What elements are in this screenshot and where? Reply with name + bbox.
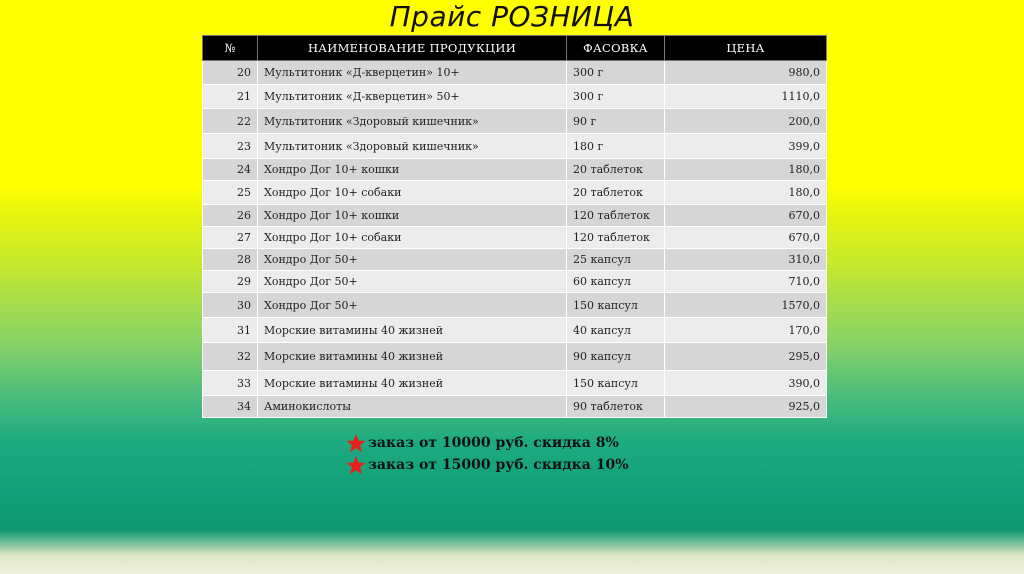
row-product-name: Хондро Дог 10+ собаки <box>258 227 567 249</box>
row-product-name: Мультитоник «Д-кверцетин» 10+ <box>258 61 567 85</box>
table-header-row <box>203 36 827 61</box>
row-packaging: 40 капсул <box>567 318 665 343</box>
row-number: 30 <box>203 293 258 318</box>
row-price: 399,0 <box>665 134 827 159</box>
row-number: 26 <box>203 205 258 227</box>
row-price: 1110,0 <box>665 85 827 109</box>
table-row <box>203 109 827 134</box>
row-price: 925,0 <box>665 396 827 418</box>
row-number: 27 <box>203 227 258 249</box>
table-row <box>203 159 827 181</box>
star-icon <box>346 434 368 453</box>
row-packaging: 25 капсул <box>567 249 665 271</box>
star-icon <box>346 456 368 475</box>
discount-note <box>346 432 629 454</box>
row-price: 1570,0 <box>665 293 827 318</box>
discount-note <box>346 454 629 476</box>
discount-note-text: заказ от 15000 руб. скидка 10% <box>368 457 629 473</box>
row-packaging: 150 капсул <box>567 293 665 318</box>
table-row <box>203 134 827 159</box>
row-number: 23 <box>203 134 258 159</box>
row-price: 295,0 <box>665 343 827 371</box>
row-product-name: Хондро Дог 10+ кошки <box>258 205 567 227</box>
table-row <box>203 396 827 418</box>
row-number: 20 <box>203 61 258 85</box>
row-packaging: 90 г <box>567 109 665 134</box>
table-row <box>203 371 827 396</box>
row-number: 21 <box>203 85 258 109</box>
row-packaging: 90 капсул <box>567 343 665 371</box>
table-row <box>203 249 827 271</box>
row-product-name: Морские витамины 40 жизней <box>258 343 567 371</box>
row-price: 980,0 <box>665 61 827 85</box>
header-price: ЦЕНА <box>665 36 827 61</box>
row-price: 180,0 <box>665 159 827 181</box>
row-product-name: Мультитоник «Здоровый кишечник» <box>258 109 567 134</box>
row-product-name: Морские витамины 40 жизней <box>258 371 567 396</box>
table-row <box>203 343 827 371</box>
row-product-name: Мультитоник «Д-кверцетин» 50+ <box>258 85 567 109</box>
table-row <box>203 205 827 227</box>
row-price: 200,0 <box>665 109 827 134</box>
header-product-name: НАИМЕНОВАНИЕ ПРОДУКЦИИ <box>258 36 567 61</box>
row-number: 29 <box>203 271 258 293</box>
price-table <box>202 35 827 418</box>
row-number: 28 <box>203 249 258 271</box>
table-row <box>203 293 827 318</box>
row-packaging: 90 таблеток <box>567 396 665 418</box>
row-price: 390,0 <box>665 371 827 396</box>
row-number: 24 <box>203 159 258 181</box>
header-packaging: ФАСОВКА <box>567 36 665 61</box>
row-price: 170,0 <box>665 318 827 343</box>
table-row <box>203 271 827 293</box>
row-product-name: Хондро Дог 50+ <box>258 271 567 293</box>
row-packaging: 300 г <box>567 85 665 109</box>
row-number: 33 <box>203 371 258 396</box>
row-number: 32 <box>203 343 258 371</box>
discount-note-text: заказ от 10000 руб. скидка 8% <box>368 435 619 451</box>
row-price: 670,0 <box>665 227 827 249</box>
table-row <box>203 318 827 343</box>
row-product-name: Хондро Дог 50+ <box>258 293 567 318</box>
row-price: 670,0 <box>665 205 827 227</box>
row-packaging: 150 капсул <box>567 371 665 396</box>
row-product-name: Морские витамины 40 жизней <box>258 318 567 343</box>
row-price: 310,0 <box>665 249 827 271</box>
row-product-name: Хондро Дог 10+ кошки <box>258 159 567 181</box>
row-packaging: 300 г <box>567 61 665 85</box>
row-packaging: 20 таблеток <box>567 181 665 205</box>
row-packaging: 20 таблеток <box>567 159 665 181</box>
row-number: 34 <box>203 396 258 418</box>
row-product-name: Хондро Дог 50+ <box>258 249 567 271</box>
table-row <box>203 227 827 249</box>
table-row <box>203 61 827 85</box>
discount-notes <box>346 432 629 476</box>
table-row <box>203 85 827 109</box>
table-row <box>203 181 827 205</box>
row-packaging: 120 таблеток <box>567 227 665 249</box>
row-price: 710,0 <box>665 271 827 293</box>
row-price: 180,0 <box>665 181 827 205</box>
header-number: № <box>203 36 258 61</box>
row-packaging: 120 таблеток <box>567 205 665 227</box>
row-product-name: Хондро Дог 10+ собаки <box>258 181 567 205</box>
page-title: Прайс РОЗНИЦА <box>389 0 635 33</box>
row-product-name: Аминокислоты <box>258 396 567 418</box>
row-number: 25 <box>203 181 258 205</box>
row-packaging: 60 капсул <box>567 271 665 293</box>
row-number: 31 <box>203 318 258 343</box>
row-number: 22 <box>203 109 258 134</box>
row-packaging: 180 г <box>567 134 665 159</box>
row-product-name: Мультитоник «Здоровый кишечник» <box>258 134 567 159</box>
